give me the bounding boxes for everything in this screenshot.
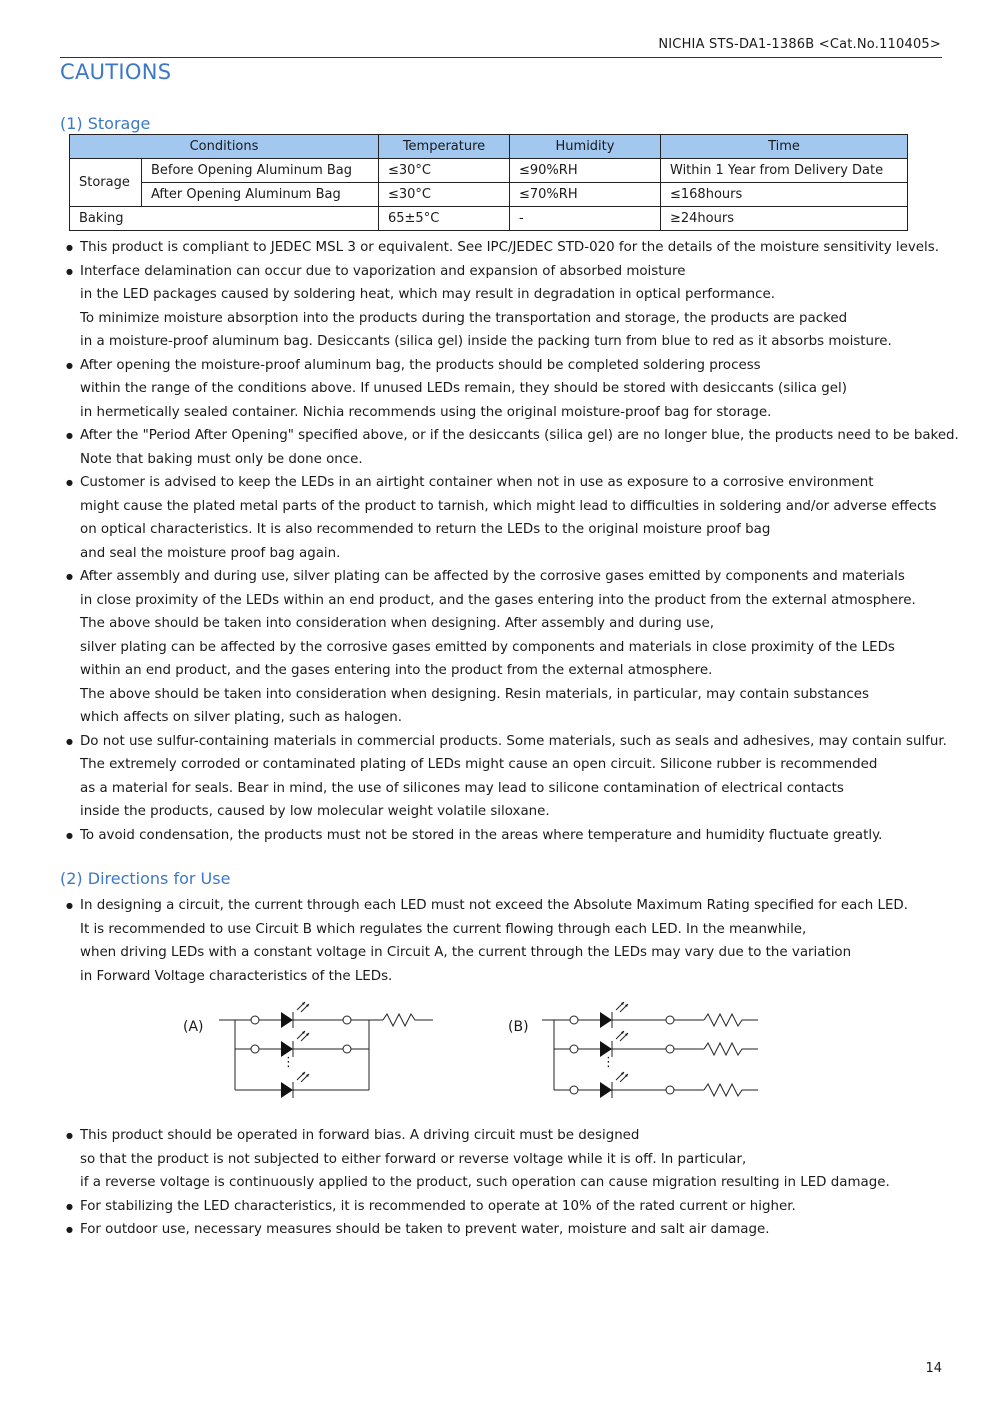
- header-time: Time: [661, 135, 908, 159]
- bullet-line: It is recommended to use Circuit B which regulates the current flowing through each LED. In the meanwhile,: [80, 921, 807, 937]
- humidity-cell: ≤70%RH: [510, 183, 661, 207]
- storage-label-cell: Storage: [70, 159, 142, 207]
- bullet-line: ● After the "Period After Opening" specified above, or if the desiccants (silica gel) are no longer blue, the products need to be baked.: [80, 428, 959, 443]
- bullet-item: [66, 1124, 966, 1195]
- humidity-cell: ≤90%RH: [510, 159, 661, 183]
- bullet-line: in Forward Voltage characteristics of the LEDs.: [80, 968, 393, 984]
- bullet-item: [66, 1218, 966, 1242]
- storage-heading: (1) Storage: [60, 114, 151, 133]
- bullet-item: [66, 424, 966, 471]
- bullet-line: ● After assembly and during use, silver plating can be affected by the corrosive gases emitted by components and materials: [80, 569, 905, 584]
- bullet-line: ● This product is compliant to JEDEC MSL 3 or equivalent. See IPC/JEDEC STD-020 for the details of the moisture sensitivity levels.: [80, 240, 939, 255]
- bullet-line: on optical characteristics. It is also recommended to return the LEDs to the original moisture proof bag: [80, 522, 771, 537]
- bullet-item: [66, 354, 966, 425]
- bullet-line: and seal the moisture proof bag again.: [80, 545, 341, 561]
- circuit-b-label: (B): [508, 1019, 529, 1035]
- time-cell: ≥24hours: [661, 207, 908, 231]
- time-cell: Within 1 Year from Delivery Date: [661, 159, 908, 183]
- bullet-line: ● This product should be operated in forward bias. A driving circuit must be designed: [80, 1128, 640, 1143]
- baking-label-cell: Baking: [70, 207, 379, 231]
- bullet-line: Note that baking must only be done once.: [80, 451, 363, 467]
- table-row-baking: [70, 207, 908, 231]
- bullet-line: The extremely corroded or contaminated plating of LEDs might cause an open circuit. Silicone rubber is recommended: [80, 757, 878, 772]
- humidity-cell: -: [510, 207, 661, 231]
- page-number: 14: [925, 1361, 942, 1376]
- header-divider: [60, 57, 942, 58]
- table-row: [70, 159, 908, 183]
- condition-cell: After Opening Aluminum Bag: [142, 183, 379, 207]
- table-header-row: [70, 135, 908, 159]
- directions-bullet-list-bottom: [66, 1124, 966, 1242]
- bullet-line: when driving LEDs with a constant voltage in Circuit A, the current through the LEDs may vary due to the variation: [80, 945, 852, 960]
- bullet-line: as a material for seals. Bear in mind, the use of silicones may lead to silicone contamination of electrical contacts: [80, 780, 844, 796]
- bullet-item: [66, 565, 966, 730]
- page-title: CAUTIONS: [60, 60, 172, 84]
- circuit-a-diagram: [183, 996, 443, 1104]
- table-row: [70, 183, 908, 207]
- storage-table: [69, 134, 908, 231]
- circuit-a-schematic: [183, 996, 443, 1100]
- bullet-line: in close proximity of the LEDs within an end product, and the gases entering into the product from the external atmosphere.: [80, 592, 916, 608]
- bullet-line: ● Customer is advised to keep the LEDs in an airtight container when not in use as exposure to a corrosive environment: [80, 475, 874, 490]
- bullet-line: To minimize moisture absorption into the products during the transportation and storage, the products are packed: [80, 310, 848, 326]
- bullet-line: ● To avoid condensation, the products must not be stored in the areas where temperature and humidity fluctuate greatly.: [80, 827, 883, 843]
- bullet-line: ● After opening the moisture-proof aluminum bag, the products should be completed soldering process: [80, 357, 761, 373]
- circuit-b-diagram: [506, 996, 766, 1104]
- bullet-line: if a reverse voltage is continuously applied to the product, such operation can cause migration resulting in LED damage.: [80, 1175, 890, 1190]
- bullet-line: The above should be taken into consideration when designing. Resin materials, in particular, may contain substances: [80, 686, 869, 702]
- temperature-cell: ≤30°C: [379, 159, 510, 183]
- bullet-item: [66, 894, 966, 988]
- bullet-line: The above should be taken into consideration when designing. After assembly and during use,: [80, 616, 714, 631]
- header-humidity: Humidity: [510, 135, 661, 159]
- bullet-item: [66, 471, 966, 565]
- bullet-line: in hermetically sealed container. Nichia recommends using the original moisture-proof bag for storage.: [80, 404, 772, 420]
- bullet-line: in the LED packages caused by soldering heat, which may result in degradation in optical performance.: [80, 287, 775, 302]
- directions-bullet-list-top: [66, 894, 966, 988]
- bullet-line: so that the product is not subjected to either forward or reverse voltage while it is off. In particular,: [80, 1151, 747, 1167]
- bullet-line: ● In designing a circuit, the current through each LED must not exceed the Absolute Maximum Rating specified for each LED.: [80, 898, 908, 913]
- bullet-line: in a moisture-proof aluminum bag. Desiccants (silica gel) inside the packing turn from blue to red as it absorbs moisture.: [80, 334, 892, 349]
- header-temperature: Temperature: [379, 135, 510, 159]
- bullet-item: [66, 824, 966, 848]
- bullet-line: ● Interface delamination can occur due to vaporization and expansion of absorbed moisture: [80, 263, 686, 279]
- bullet-line: which affects on silver plating, such as halogen.: [80, 710, 403, 725]
- condition-cell: Before Opening Aluminum Bag: [142, 159, 379, 183]
- bullet-line: ● Do not use sulfur-containing materials in commercial products. Some materials, such as seals and adhesives, may contain sulfur.: [80, 733, 947, 749]
- circuit-a-ellipsis: ⋮: [282, 1055, 295, 1070]
- bullet-line: within the range of the conditions above. If unused LEDs remain, they should be stored with desiccants (silica gel): [80, 381, 847, 396]
- bullet-item: [66, 730, 966, 824]
- temperature-cell: 65±5°C: [379, 207, 510, 231]
- circuit-b-schematic: [506, 996, 766, 1100]
- bullet-line: inside the products, caused by low molecular weight volatile siloxane.: [80, 804, 550, 819]
- circuit-a-label: (A): [183, 1019, 204, 1035]
- bullet-line: within an end product, and the gases entering into the product from the external atmosphere.: [80, 663, 713, 678]
- bullet-line: silver plating can be affected by the corrosive gases emitted by components and materials in close proximity of the LEDs: [80, 639, 895, 655]
- bullet-line: ● For outdoor use, necessary measures should be taken to prevent water, moisture and salt air damage.: [80, 1222, 770, 1237]
- time-cell: ≤168hours: [661, 183, 908, 207]
- circuit-b-ellipsis: ⋮: [602, 1055, 615, 1070]
- temperature-cell: ≤30°C: [379, 183, 510, 207]
- bullet-item: [66, 236, 966, 260]
- storage-bullet-list: [66, 236, 966, 847]
- directions-heading: (2) Directions for Use: [60, 869, 231, 888]
- document-id: NICHIA STS-DA1-1386B <Cat.No.110405>: [658, 37, 941, 52]
- bullet-line: might cause the plated metal parts of the product to tarnish, which might lead to difficulties in soldering and/or adverse effects: [80, 498, 937, 514]
- bullet-item: [66, 1195, 966, 1219]
- bullet-line: ● For stabilizing the LED characteristics, it is recommended to operate at 10% of the rated current or higher.: [80, 1198, 796, 1214]
- header-conditions: Conditions: [70, 135, 379, 159]
- bullet-item: [66, 260, 966, 354]
